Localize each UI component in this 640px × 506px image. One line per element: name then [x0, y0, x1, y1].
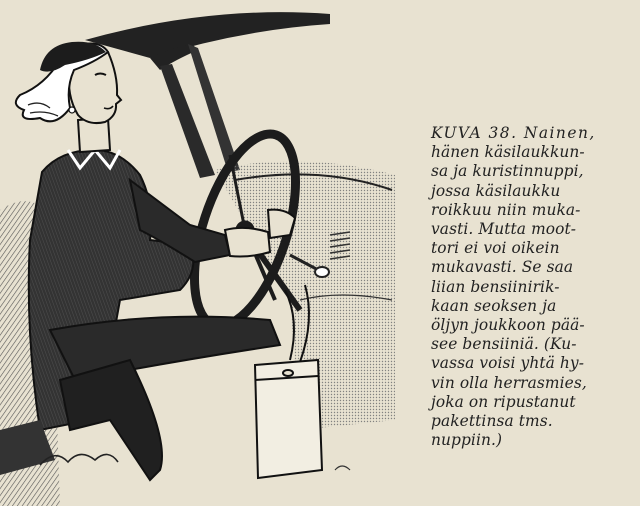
caption-line: öljyn joukkoon pää- [431, 316, 585, 335]
caption-line: vasti. Mutta moot- [431, 220, 577, 239]
caption-line: sa ja kuristinnuppi, [431, 162, 584, 181]
figure-caption [431, 124, 636, 450]
woman-lap [50, 317, 280, 380]
car-roof [85, 12, 330, 58]
caption-line: vin olla herrasmies, [431, 373, 587, 392]
caption-line: liian bensiinirik- [431, 277, 560, 296]
caption-line: mukavasti. Se saa [431, 258, 574, 277]
caption-line: nuppiin.) [431, 431, 503, 450]
caption-line: kaan seoksen ja [431, 296, 557, 315]
caption-line: KUVA 38. Nainen, [431, 124, 596, 142]
caption-line: joka on ripustanut [431, 392, 576, 411]
small-mark [335, 466, 350, 470]
caption-line: pakettinsa tms. [431, 412, 553, 431]
caption-line: see bensiiniä. (Ku- [431, 335, 577, 354]
caption-line: vassa voisi yhtä hy- [431, 354, 584, 373]
caption-line: jossa käsilaukku [431, 181, 561, 200]
caption-line: tori ei voi oikein [431, 239, 560, 258]
earring [69, 107, 75, 113]
woman-legs [60, 360, 162, 480]
caption-line: hänen käsilaukkun- [431, 143, 585, 162]
caption-line: roikkuu niin muka- [431, 200, 581, 219]
